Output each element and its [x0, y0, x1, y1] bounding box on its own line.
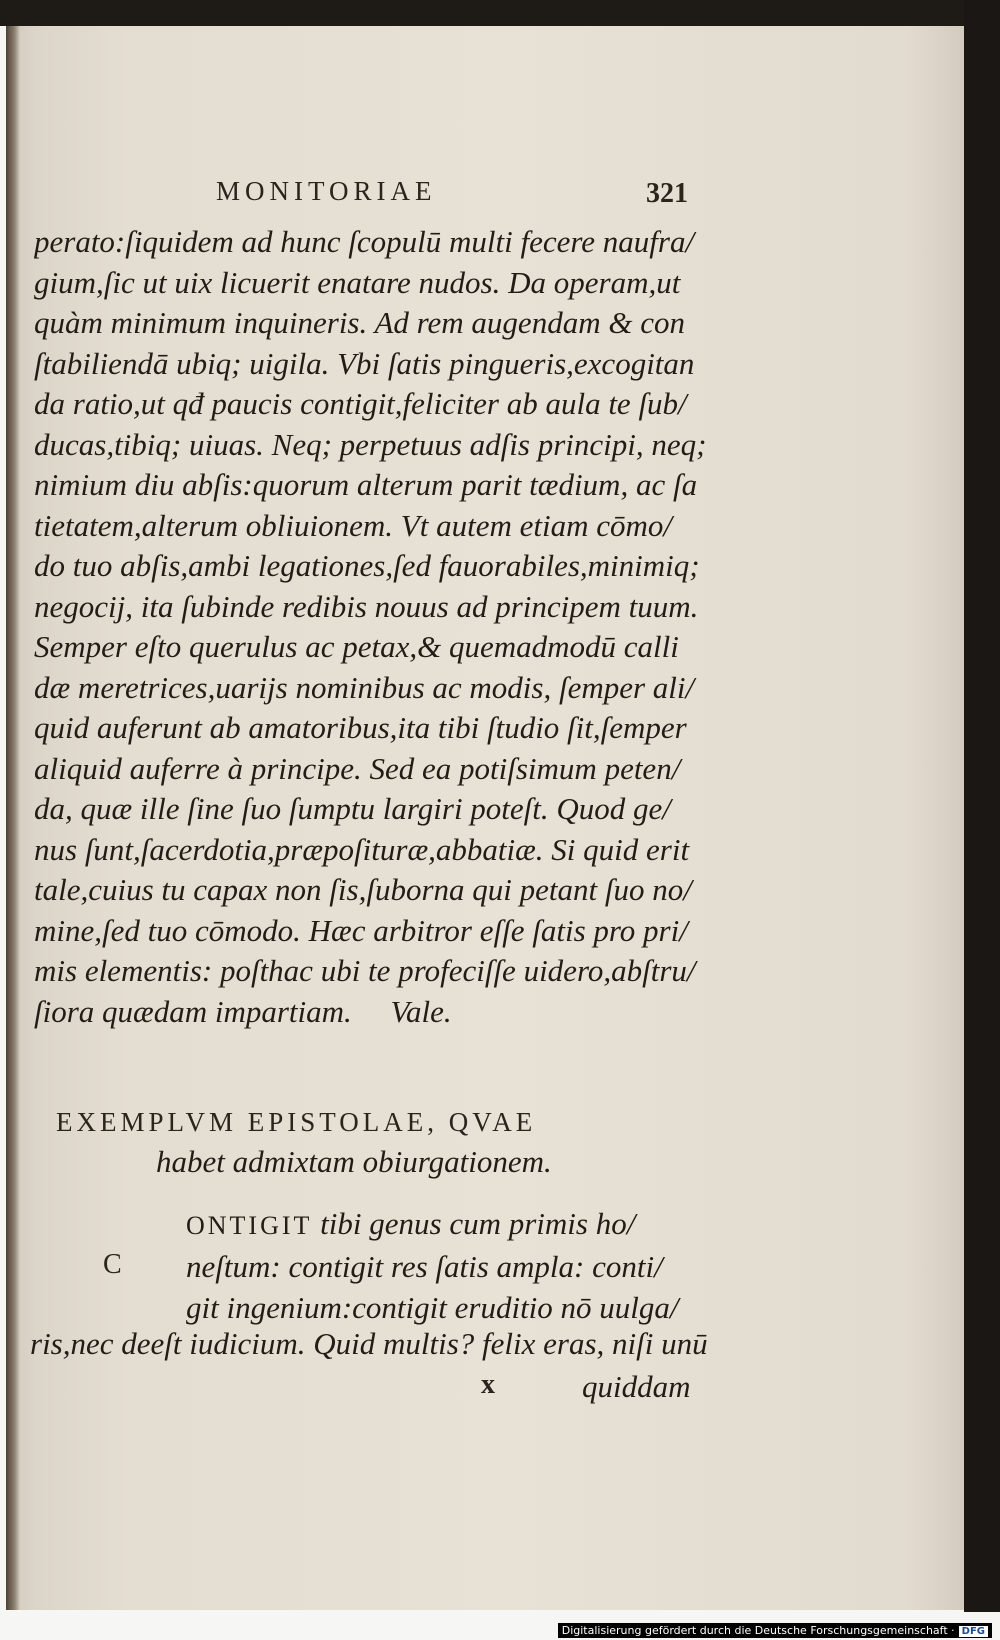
text-line: aliquid auferre à principe. Sed ea potiſsimum peten/ — [34, 750, 681, 786]
credit-text: Digitalisierung gefördert durch die Deutsche Forschungsgemeinschaft · — [561, 1624, 955, 1637]
scan-top-edge — [0, 0, 1000, 26]
page-gutter — [6, 26, 20, 1610]
text-line: nimium diu abſis:quorum alterum parit tædium, ac ſa — [34, 467, 698, 502]
catchword: quiddam — [582, 1369, 691, 1404]
text-line: quàm minimum inquineris. Ad rem augendam & con — [34, 305, 685, 340]
section-heading: EXEMPLVM EPISTOLAE, QVAE — [56, 1107, 537, 1137]
book-page — [6, 26, 964, 1610]
running-head: MONITORIAE — [216, 176, 437, 206]
text-line: quid auferunt ab amatoribus,ita tibi ſtudio ſit,ſemper — [34, 710, 687, 745]
first-word: ONTIGIT — [186, 1211, 313, 1240]
text-line: neſtum: contigit res ſatis ampla: conti/ — [186, 1249, 663, 1284]
signature-mark: x — [481, 1369, 495, 1400]
text-line: da ratio,ut qđ paucis contigit,feliciter ab aula te ſub/ — [34, 386, 687, 421]
text-line: mine,ſed tuo cōmodo. Hæc arbitror eſſe ſatis pro pri/ — [34, 912, 688, 948]
text-line: da, quæ ille ſine ſuo ſumptu largiri poteſt. Quod ge/ — [34, 791, 671, 826]
text-line: ſiora quædam impartiam. Vale. — [34, 993, 452, 1029]
text-line: mis elementis: poſthac ubi te profeciſſe uidero,abſtru/ — [34, 953, 696, 988]
text-line: tietatem,alterum obliuionem. Vt autem etiam cōmo/ — [34, 507, 672, 543]
text-line: gium,ſic ut uix licuerit enatare nudos. Da operam,ut — [34, 264, 681, 300]
text-line: dæ meretrices,uarijs nominibus ac modis, ſemper ali/ — [34, 669, 695, 705]
text-line: perato:ſiquidem ad hunc ſcopulū multi fecere naufra/ — [34, 224, 695, 259]
text-line: git ingenium:contigit eruditio nō uulga/ — [186, 1290, 679, 1325]
text-line: tale,cuius tu capax non ſis,ſuborna qui petant ſuo no/ — [34, 872, 692, 907]
page-header — [6, 176, 964, 216]
text-line — [186, 1203, 726, 1246]
text-line: nus ſunt,ſacerdotia,præpoſituræ,abbatiæ. Si quid erit — [34, 831, 690, 867]
scan-right-edge — [964, 0, 1000, 1612]
text-line: ris,nec deeſt iudicium. Quid multis? felix eras, niſi unū — [30, 1326, 708, 1361]
page-number: 321 — [646, 178, 688, 209]
text-line: ducas,tibiq; uiuas. Neq; perpetuus adſis principi, neq; — [34, 426, 707, 462]
section-subheading: habet admixtam obiurgationem. — [156, 1144, 552, 1179]
digitization-credit — [558, 1623, 992, 1638]
text-line: do tuo abſis,ambi legationes,ſed fauorabiles,minimiq; — [34, 548, 700, 583]
text-line: negocij, ita ſubinde redibis nouus ad principem tuum. — [34, 588, 699, 624]
text-line: Semper eſto querulus ac petax,& quemadmodū calli — [34, 629, 679, 664]
text-line: ſtabiliendā ubiq; uigila. Vbi ſatis pingueris,excogitan — [34, 345, 695, 381]
dfg-logo: DFG — [959, 1626, 988, 1637]
text-line-rest: tibi genus cum primis ho/ — [320, 1206, 636, 1241]
initial-letter: C — [103, 1249, 122, 1280]
letter-text-block — [186, 1203, 726, 1328]
main-text-block — [34, 222, 724, 1032]
